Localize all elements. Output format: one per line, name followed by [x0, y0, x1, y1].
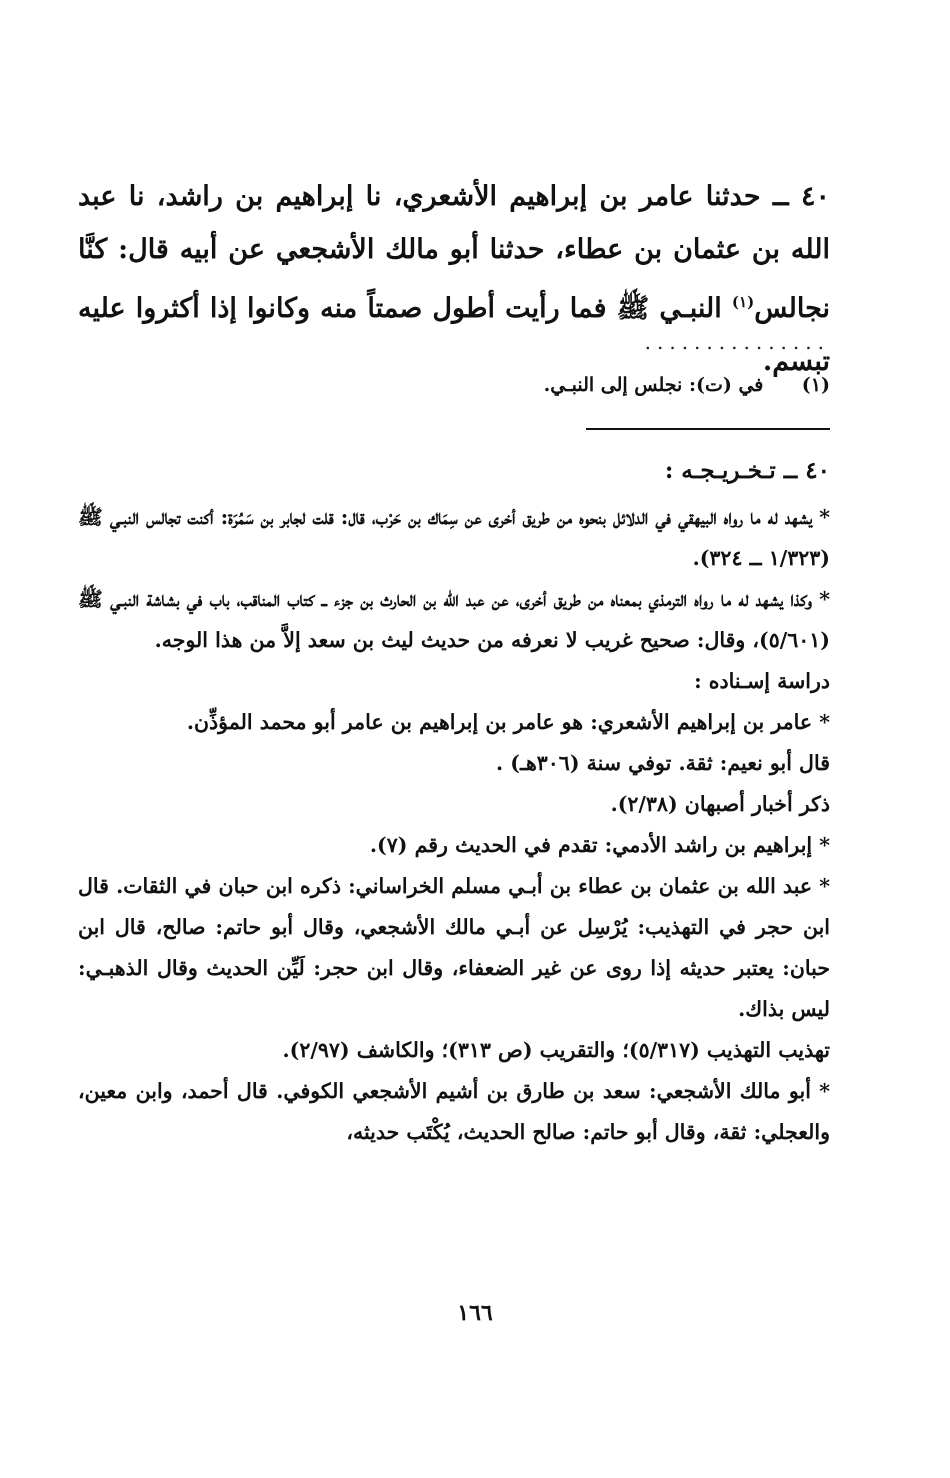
footnote [300, 370, 830, 400]
paragraph: ذكر أخبار أصبهان (٢/٣٨). [610, 792, 830, 816]
paragraph: * عبد الله بن عثمان بن عطاء بن أبـي مسلم الخراساني: ذكره ابن حبان في الثقات. قال ابن حجر في التهذيب: يُرْسِل عن أبـي مالك الأشجعي، وقال أبو حاتم: صالح، قال ابن حبان: يعتبر حديثه إذا روى عن غير الضعفاء، وقال ابن حجر: لَيِّن الحديث وقال الذهبـي: ليس بذاك. [78, 874, 830, 1021]
hadith-text-part1: ٤٠ ــ حدثنا عامر بن إبراهيم الأشعري، نا إبراهيم بن راشد، نا عبد الله بن عثمان بن عطاء، حدثنا أبو مالك الأشجعي عن أبيه قال: كنَّا نجالس [78, 181, 831, 324]
paragraph: * وكذا يشهد له ما رواه الترمذي بمعناه من طريق أخرى، عن عبد الله بن الحارث بن جزء ــ كتاب المناقب، باب في بشاشة النبـي ﷺ (٥/٦٠١)، وقال: صحيح غريب لا نعرفه من حديث ليث بن سعد إلاَّ من هذا الوجه. [78, 587, 830, 652]
footnote-reference: (١) [731, 293, 755, 311]
study-heading: دراسة إسـناده : [694, 669, 830, 693]
paragraph: * إبراهيم بن راشد الأدمي: تقدم في الحديث رقم (٧). [369, 833, 830, 857]
paragraph: قال أبو نعيم: ثقة. توفي سنة (٣٠٦هـ) . [495, 751, 830, 775]
paragraph: تهذيب التهذيب (٥/٣١٧)؛ والتقريب (ص ٣١٣)؛ والكاشف (٢/٩٧). [282, 1038, 830, 1062]
hadith-text-part2: النبـي ﷺ فما رأيت أطول صمتاً منه وكانوا إذا أكثروا عليه تبسم. [78, 293, 830, 377]
paragraph: * يشهد له ما رواه البيهقي في الدلائل بنحوه من طريق أخرى عن سِمَاك بن حَرْب، قال: قلت لجابر بن سَمُرَة: أكنت تجالس النبـي ﷺ (١/٣٢٣ ــ ٣٢٤). [78, 505, 830, 570]
page-number: ١٦٦ [457, 1300, 493, 1326]
footnote-text: في (ت): نجلس إلى النبـي. [543, 374, 764, 396]
paragraph: * أبو مالك الأشجعي: سعد بن طارق بن أشيم الأشجعي الكوفي. قال أحمد، وابن معين، والعجلي: ثقة، وقال أبو حاتم: صالح الحديث، يُكْتَب حديثه، [78, 1079, 830, 1144]
hadith-text [78, 170, 830, 388]
paragraph: * عامر بن إبراهيم الأشعري: هو عامر بن إبراهيم بن عامر أبو محمد المؤذِّن. [186, 710, 830, 734]
takhrij-body [78, 497, 830, 1153]
separator-dots: ............... [644, 330, 830, 354]
footnote-number: (١) [801, 374, 830, 396]
section-divider [586, 428, 830, 430]
takhrij-heading: ٤٠ ــ تـخـريـجـه : [664, 457, 830, 484]
